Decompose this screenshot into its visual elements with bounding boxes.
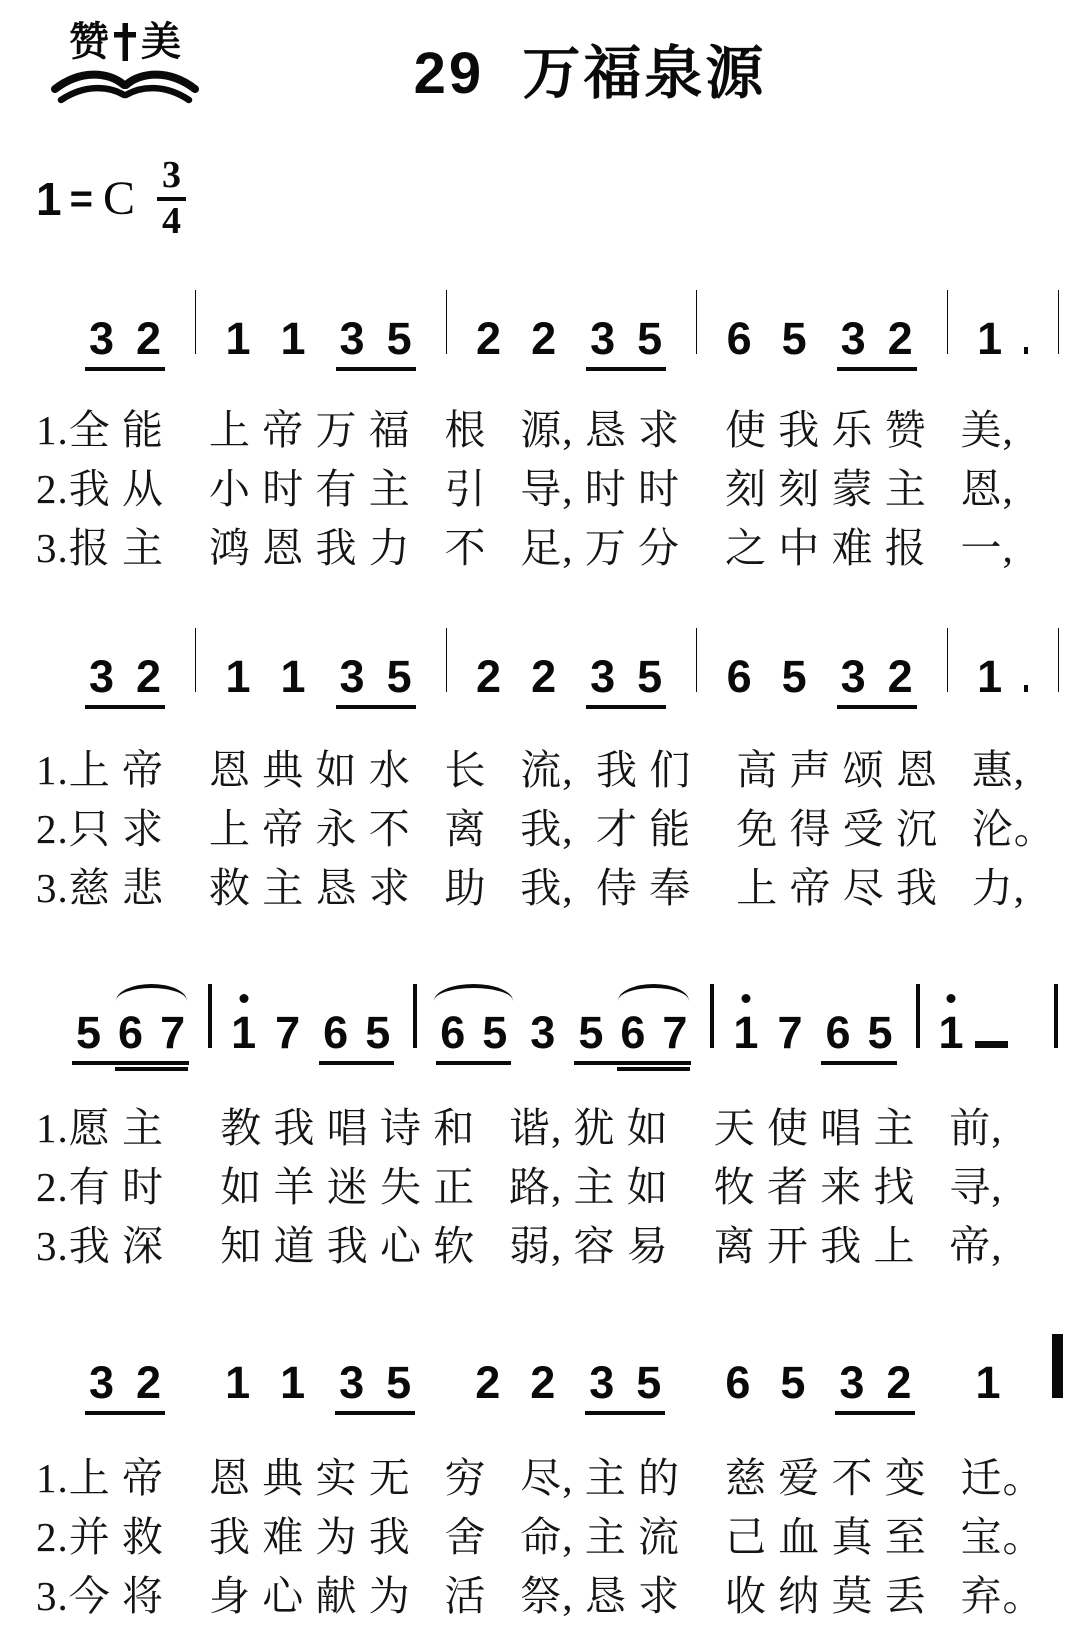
sustain-dash: [1024, 685, 1027, 692]
key-signature: [36, 156, 1080, 242]
barline: [1054, 984, 1058, 1048]
note: 2: [531, 654, 556, 699]
note: 2: [476, 316, 501, 361]
note: 1: [977, 316, 1002, 361]
key-letter: C: [103, 175, 135, 223]
lyric-line: 2.我 从 小 时 有 主 引 导, 时 时 刻 刻 蒙 主 恩,: [36, 460, 1080, 519]
slur-arc: [434, 984, 513, 1001]
beamed-note-group: [85, 654, 165, 709]
high-octave-dot: [947, 994, 956, 1003]
note: 3: [590, 654, 615, 699]
beamed-note-group: [85, 1360, 165, 1415]
lyrics-group-4: [36, 1449, 1080, 1626]
beamed-note-group: [586, 654, 666, 709]
note: 2: [136, 316, 161, 361]
lyrics-group-2: [36, 741, 1080, 918]
sixteenth-subgroup: [118, 1010, 185, 1055]
music-line-3: [0, 984, 1080, 1065]
header: [0, 0, 1080, 120]
note: 1: [977, 654, 1002, 699]
music-line-1: [0, 290, 1080, 371]
note: 5: [780, 1360, 805, 1405]
note: 1: [225, 1360, 250, 1405]
note: 1: [939, 1010, 964, 1055]
note: 7: [662, 1010, 687, 1055]
note: 1: [225, 654, 250, 699]
note: 3: [841, 316, 866, 361]
note: 1: [231, 1010, 256, 1055]
barline: [710, 984, 714, 1048]
sixteenth-subgroup: [620, 1010, 687, 1055]
note: 3: [89, 316, 114, 361]
lyric-line: 1.上 帝 恩 典 如 水 长 流, 我 们 高 声 颂 恩 惠,: [36, 741, 1080, 800]
lyric-line: 2.有 时 如 羊 迷 失 正 路, 主 如 牧 者 来 找 寻,: [36, 1158, 1080, 1217]
beamed-note-group: [336, 654, 416, 709]
note: 1: [733, 1010, 758, 1055]
note: 2: [530, 1360, 555, 1405]
beamed-note-group: [821, 1010, 896, 1065]
note: 3: [839, 1360, 864, 1405]
note: 3: [340, 654, 365, 699]
tonic-number: 1: [36, 176, 62, 222]
note: 1: [975, 1360, 1000, 1405]
beamed-note-group: [585, 1360, 665, 1415]
note: 5: [76, 1010, 101, 1055]
time-signature: [157, 156, 186, 242]
note: 6: [825, 1010, 850, 1055]
note: 5: [636, 1360, 661, 1405]
note: 6: [118, 1010, 143, 1055]
note: 3: [589, 1360, 614, 1405]
logo-char-left: 赞: [69, 22, 109, 62]
beamed-note-group: [586, 316, 666, 371]
note: 3: [340, 316, 365, 361]
note: 5: [637, 654, 662, 699]
barline: [208, 984, 212, 1048]
final-barline: [1052, 1334, 1063, 1398]
logo-char-right: 美: [141, 22, 181, 62]
note: 5: [578, 1010, 603, 1055]
note: 2: [475, 1360, 500, 1405]
lyric-line: 2.只 求 上 帝 永 不 离 我, 才 能 免 得 受 沉 沦。: [36, 800, 1080, 859]
beamed-note-group: [336, 316, 416, 371]
lyric-line: 1.愿 主 教 我 唱 诗 和 谐, 犹 如 天 使 唱 主 前,: [36, 1099, 1080, 1158]
lyrics-group-1: [36, 401, 1080, 578]
lyric-line: 2.并 救 我 难 为 我 舍 命, 主 流 己 血 真 至 宝。: [36, 1508, 1080, 1567]
note: 2: [531, 316, 556, 361]
sixteenth-beam: [115, 1067, 188, 1071]
music-line-4: [0, 1334, 1080, 1415]
barline: [413, 984, 417, 1048]
note: 7: [160, 1010, 185, 1055]
note: 6: [727, 654, 752, 699]
note: 1: [280, 1360, 305, 1405]
note: 3: [89, 1360, 114, 1405]
beamed-note-group: [837, 654, 917, 709]
equals-sign: =: [70, 179, 93, 219]
sustain-dash: [975, 1041, 1008, 1048]
slur-arc: [116, 984, 187, 1001]
note: 1: [281, 316, 306, 361]
lyric-line: 3.我 深 知 道 我 心 软 弱, 容 易 离 开 我 上 帝,: [36, 1217, 1080, 1276]
beamed-note-group: [837, 316, 917, 371]
beamed-note-group: [85, 316, 165, 371]
note: 5: [386, 1360, 411, 1405]
slur-arc: [618, 984, 689, 1001]
note: 5: [482, 1010, 507, 1055]
note: 5: [868, 1010, 893, 1055]
note: 3: [530, 1010, 555, 1055]
note: 7: [275, 1010, 300, 1055]
barline: [916, 984, 920, 1048]
beamed-note-group: [335, 1360, 415, 1415]
time-signature-denominator: 4: [157, 201, 186, 242]
note: 6: [440, 1010, 465, 1055]
note: 3: [89, 654, 114, 699]
sixteenth-beam: [617, 1067, 690, 1071]
lyric-line: 3.报 主 鸿 恩 我 力 不 足, 万 分 之 中 难 报 一,: [36, 519, 1080, 578]
time-signature-numerator: 3: [157, 156, 186, 201]
note: 5: [387, 316, 412, 361]
note: 5: [365, 1010, 390, 1055]
note: 2: [136, 1360, 161, 1405]
beamed-note-group: [835, 1360, 915, 1415]
music-line-2: [0, 628, 1080, 709]
lyric-line: 1.全 能 上 帝 万 福 根 源, 恳 求 使 我 乐 赞 美,: [36, 401, 1080, 460]
note: 5: [387, 654, 412, 699]
beamed-note-group: [574, 1010, 691, 1065]
note: 6: [725, 1360, 750, 1405]
high-octave-dot: [741, 994, 750, 1003]
note: 2: [886, 1360, 911, 1405]
note: 5: [782, 654, 807, 699]
note: 6: [323, 1010, 348, 1055]
note: 6: [727, 316, 752, 361]
note: 3: [339, 1360, 364, 1405]
beamed-note-group: [436, 1010, 511, 1065]
note: 5: [782, 316, 807, 361]
high-octave-dot: [239, 994, 248, 1003]
note: 1: [225, 316, 250, 361]
lyric-line: 3.今 将 身 心 献 为 活 祭, 恳 求 收 纳 莫 丢 弃。: [36, 1567, 1080, 1626]
lyrics-group-3: [36, 1099, 1080, 1276]
lyric-line: 1.上 帝 恩 典 实 无 穷 尽, 主 的 慈 爱 不 变 迁。: [36, 1449, 1080, 1508]
note: 3: [841, 654, 866, 699]
beamed-note-group: [72, 1010, 189, 1065]
lyric-line: 3.慈 悲 救 主 恳 求 助 我, 侍 奉 上 帝 尽 我 力,: [36, 859, 1080, 918]
note: 5: [637, 316, 662, 361]
note: 2: [476, 654, 501, 699]
beamed-note-group: [319, 1010, 394, 1065]
note: 7: [777, 1010, 802, 1055]
note: 2: [136, 654, 161, 699]
sustain-dash: [1024, 347, 1027, 354]
note: 2: [888, 316, 913, 361]
note: 3: [590, 316, 615, 361]
note: 2: [888, 654, 913, 699]
note: 6: [620, 1010, 645, 1055]
note: 1: [281, 654, 306, 699]
page-title: 29 万福泉源: [100, 26, 1080, 110]
